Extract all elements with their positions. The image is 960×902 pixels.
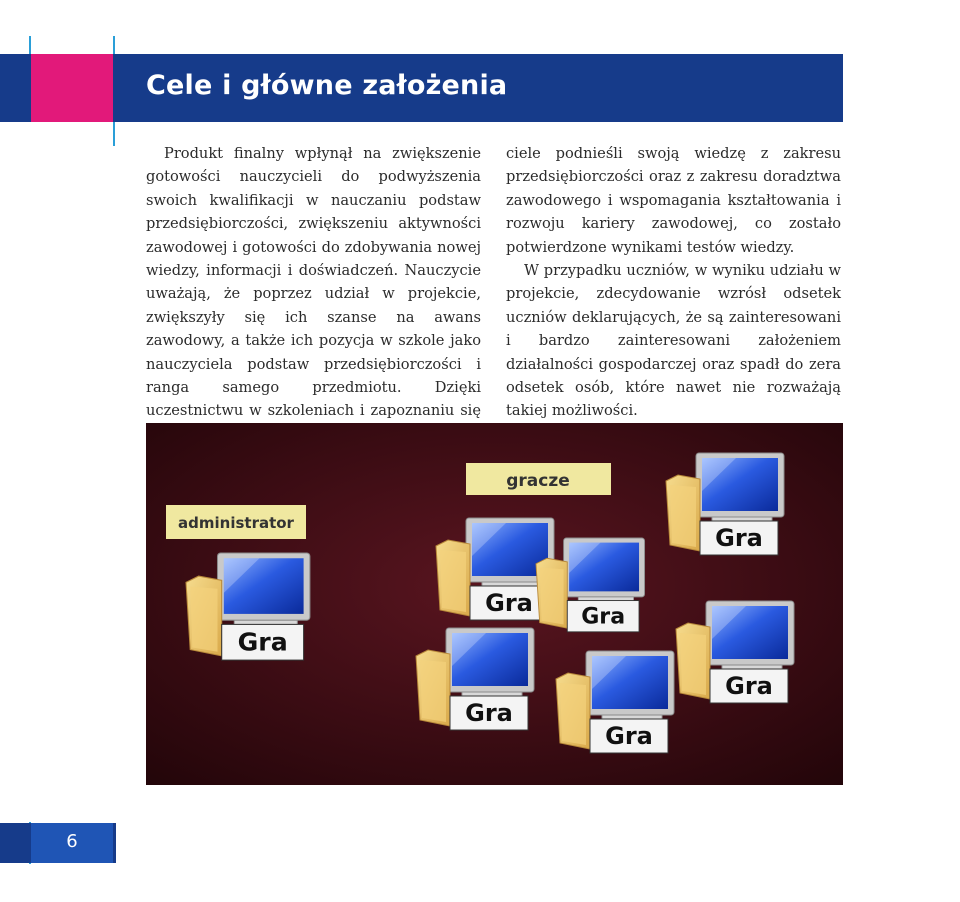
page-number: 6 xyxy=(66,831,78,852)
text-column-left xyxy=(146,142,481,446)
network-figure xyxy=(146,423,843,785)
text-column-right xyxy=(506,142,841,423)
svg-text:gracze: gracze xyxy=(506,471,570,491)
header-accent-block xyxy=(31,54,113,122)
page-title: Cele i główne założenia xyxy=(146,70,508,101)
svg-text:administrator: administrator xyxy=(178,514,294,532)
players-label xyxy=(466,463,611,495)
paragraph: W przypadku uczniów, w wyniku udziału w projekcie, zdecydowanie wzrósł odsetek uczniów deklarujących, że są zainteresowani i bardzo zainteresowani założeniem działalności gospodarczej oraz spadł do zera odsetek osób, które nawet nie rozważają takiej możliwości. xyxy=(506,262,841,420)
paragraph: ciele podnieśli swoją wiedzę z zakresu przedsiębiorczości oraz z zakresu doradztwa zawodowego i wspomagania kształtowania i rozwoju kariery zawodowej, co zostało potwierdzone wynikami testów wiedzy. xyxy=(506,145,841,256)
admin-label xyxy=(166,505,306,539)
paragraph: Produkt finalny wpłynął na zwiększenie gotowości nauczycieli do podwyższenia swoich kwalifikacji w nauczaniu podstaw przedsiębiorczości, zwiększeniu aktywności zawodowej i gotowości do zdobywania nowej wiedzy, informacji i doświadczeń. Nauczycie uważają, że poprzez udział w projekcie, zwiększyły się ich szanse na awans zawodowy, a także ich pozycja w szkole jako nauczyciela podstaw przedsiębiorczości i ranga samego przedmiotu. Dzięki uczestnictwu w szkoleniach i zapoznaniu się xyxy=(146,145,481,420)
